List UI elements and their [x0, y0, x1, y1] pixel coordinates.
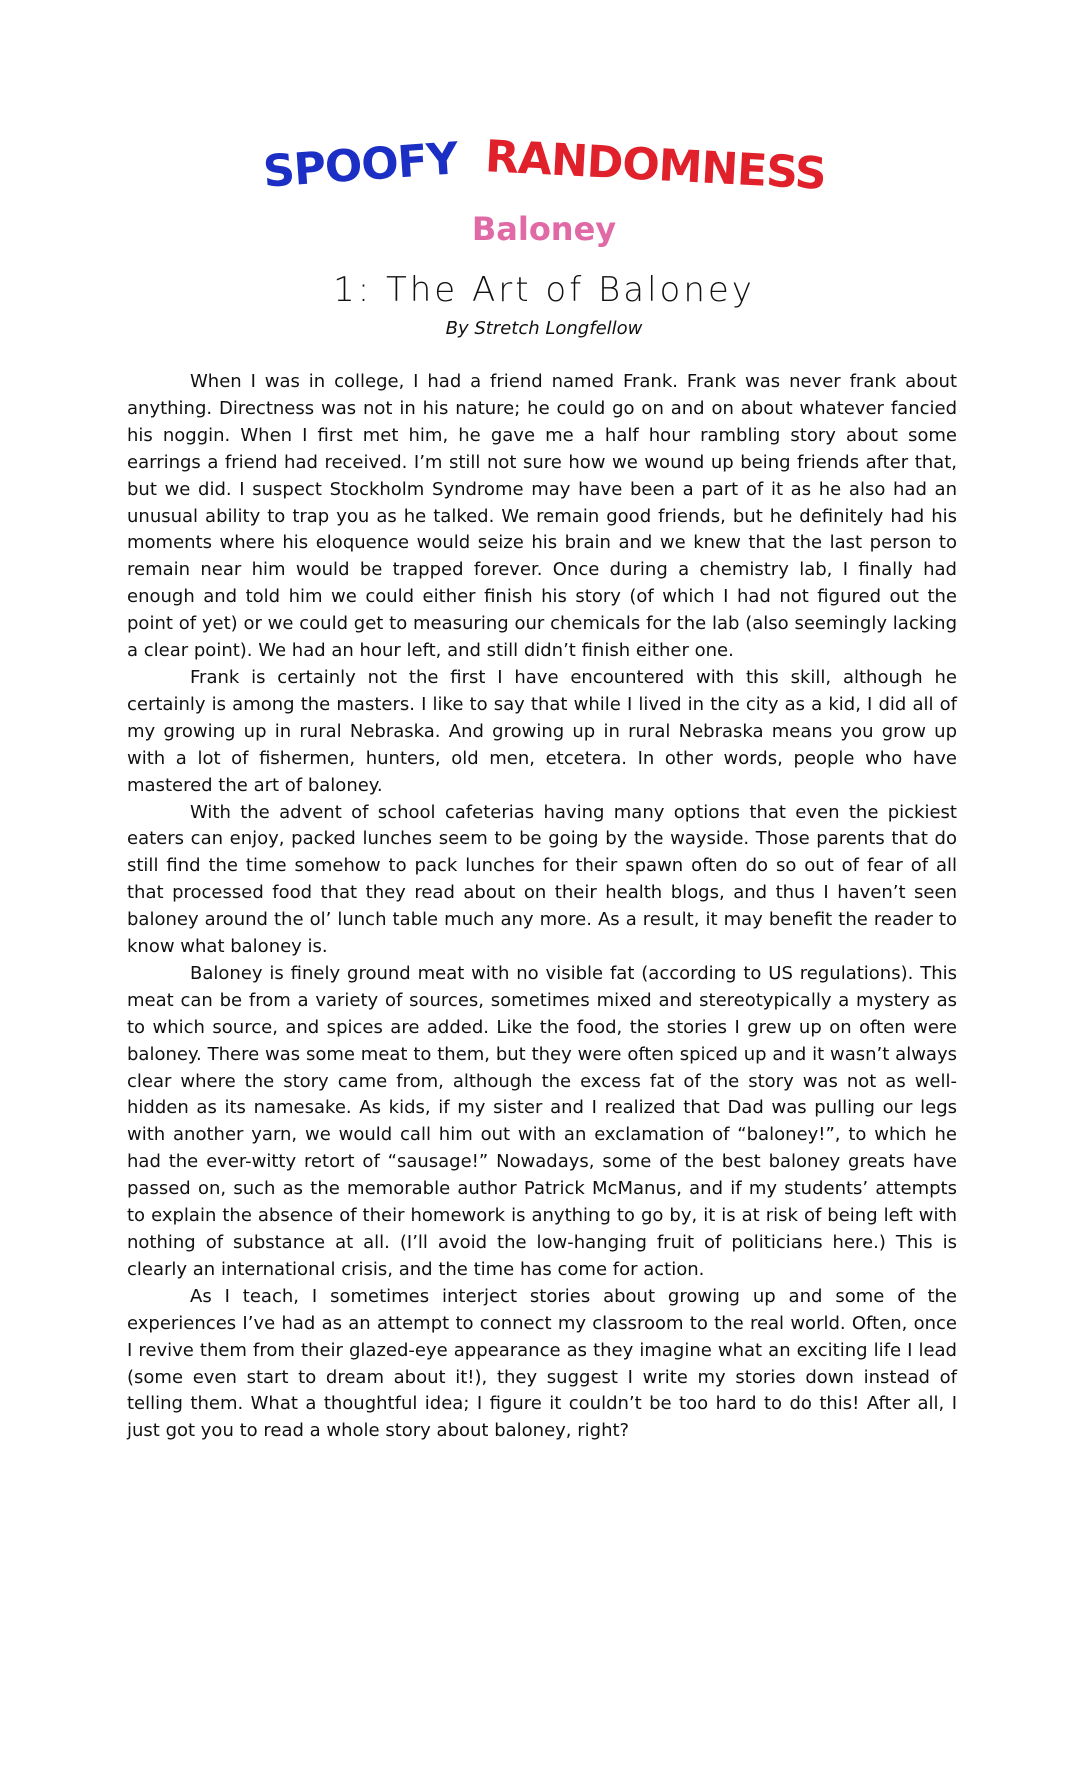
- paragraph-1: When I was in college, I had a friend named Frank. Frank was never frank about anything. Directness was not in his nature; he could go on and on about whatever fancied his noggin. When I first met him, he gave me a half hour rambling story about some earrings a friend had received. I’m still not sure how we wound up being friends after that, but we did. I suspect Stockholm Syndrome may have been a part of it as he also had an unusual ability to trap you as he talked. We remain good friends, but he definitely had his moments where his eloquence would seize his brain and we knew that the last person to remain near him would be trapped forever. Once during a chemistry lab, I finally had enough and told him we could either finish his story (of which I had not figured out the point of yet) or we could get to measuring our chemicals for the lab (also seemingly lacking a clear point). We had an hour left, and still didn’t finish either one.: [127, 371, 957, 662]
- paragraph-3: With the advent of school cafeterias having many options that even the pickiest eaters can enjoy, packed lunches seem to be going by the wayside. Those parents that do still find the time somehow to pack lunches for their spawn often do so out of fear of all that processed food that they read about on their health blogs, and thus I haven’t seen baloney around the ol’ lunch table much any more. As a result, it may benefit the reader to know what baloney is.: [127, 801, 957, 958]
- logo-word-randomness: RANDOMNESS: [483, 131, 827, 200]
- logo-word-spoofy: SPOOFY: [261, 133, 459, 198]
- author-byline: By Stretch Longfellow: [445, 318, 643, 339]
- paragraph-2: Frank is certainly not the first I have encountered with this skill, although he certainly is among the masters. I like to say that while I lived in the city as a kid, I did all of my growing up in rural Nebraska. And growing up in rural Nebraska means you grow up with a lot of fishermen, hunters, old men, etcetera. In other words, people who have mastered the art of baloney.: [127, 666, 957, 796]
- paragraph-4: Baloney is finely ground meat with no visible fat (according to US regulations). This meat can be from a variety of sources, sometimes mixed and stereotypically a mystery as to which source, and spices are added. Like the food, the stories I grew up on often were baloney. There was some meat to them, but they were often spiced up and it wasn’t always clear where the story came from, although the excess fat of the story was not as well-hidden as its namesake. As kids, if my sister and I realized that Dad was pulling our legs with another yarn, we would call him out with an exclamation of “baloney!”, to which he had the ever-witty retort of “sausage!” Nowadays, some of the best baloney greats have passed on, such as the memorable author Patrick McManus, and if my students’ attempts to explain the absence of their homework is anything to go by, it is at risk of being left with nothing of substance at all. (I’ll avoid the low-hanging fruit of politicians here.) This is clearly an international crisis, and the time has come for action.: [127, 962, 957, 1280]
- story-body: [127, 369, 957, 1445]
- series-subtitle: Baloney: [471, 210, 617, 248]
- series-logo: [0, 131, 1088, 200]
- paragraph-5: As I teach, I sometimes interject stories about growing up and some of the experiences I’ve had as an attempt to connect my classroom to the real world. Often, once I revive them from their glazed-eye appearance as they imagine what an exciting life I lead (some even start to dream about it!), they suggest I write my stories down instead of telling them. What a thoughtful idea; I figure it couldn’t be too hard to do this! After all, I just got you to read a whole story about baloney, right?: [127, 1285, 957, 1442]
- chapter-title: 1: The Art of Baloney: [333, 270, 755, 310]
